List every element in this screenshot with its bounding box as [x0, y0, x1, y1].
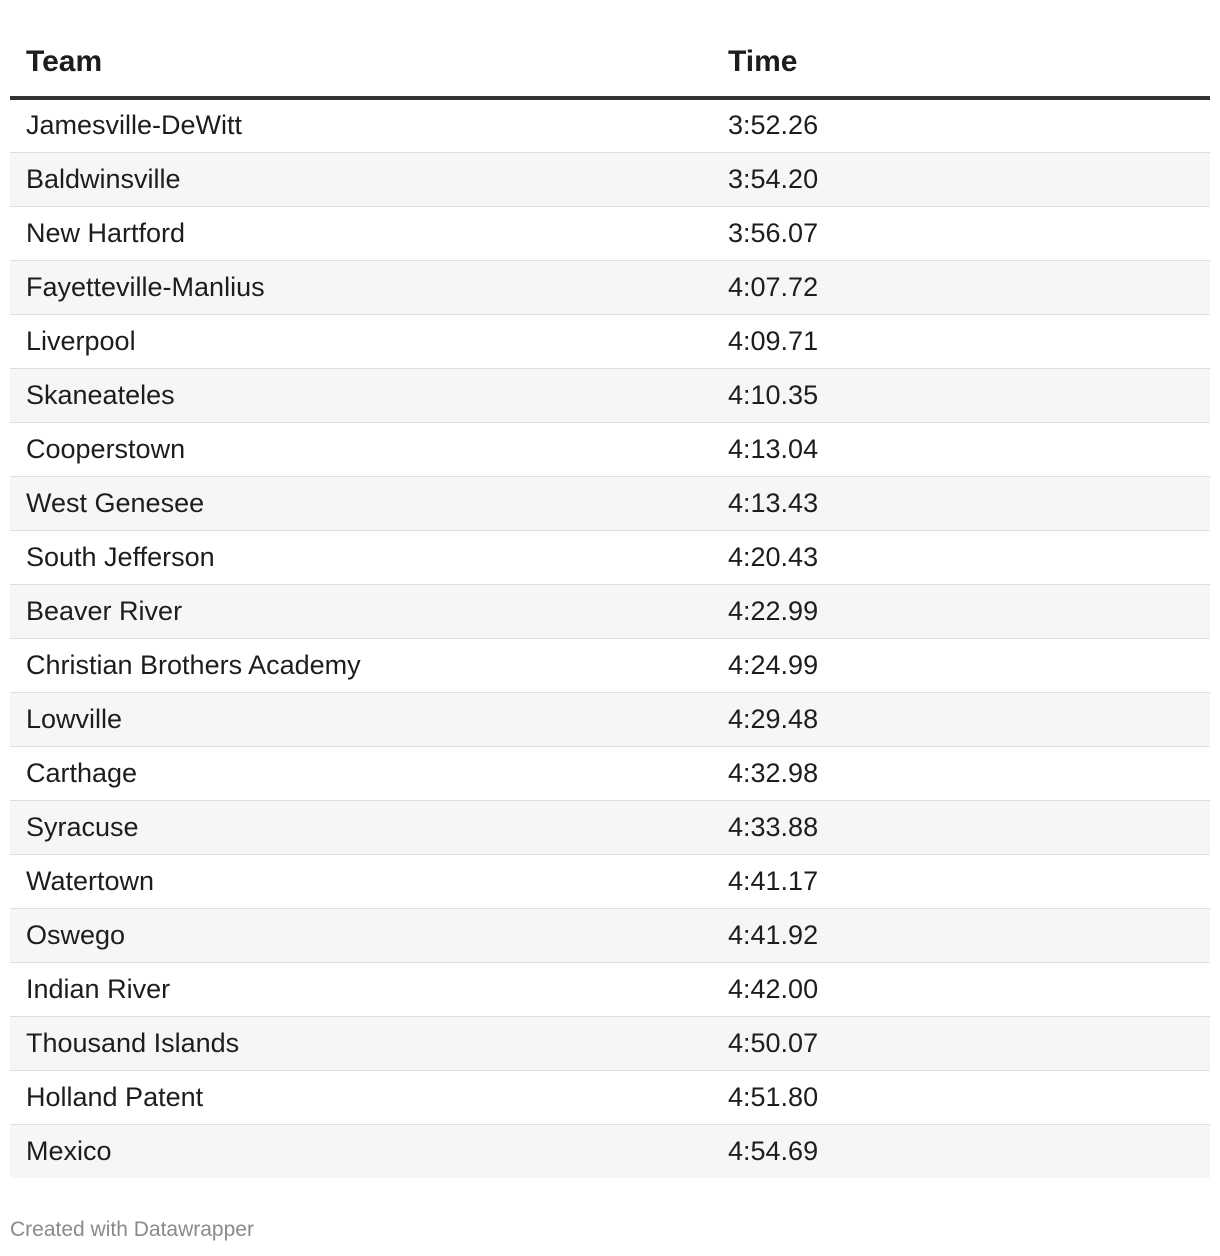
time-cell: 4:41.92 — [712, 908, 1210, 962]
table-row — [10, 314, 1210, 368]
table-row — [10, 638, 1210, 692]
table-row — [10, 854, 1210, 908]
team-cell: Jamesville-DeWitt — [10, 98, 712, 152]
team-cell: Beaver River — [10, 584, 712, 638]
time-cell: 4:13.43 — [712, 476, 1210, 530]
time-cell: 4:32.98 — [712, 746, 1210, 800]
table-row — [10, 260, 1210, 314]
table-row — [10, 206, 1210, 260]
team-cell: Thousand Islands — [10, 1016, 712, 1070]
team-cell: Liverpool — [10, 314, 712, 368]
table-row — [10, 152, 1210, 206]
time-cell: 4:54.69 — [712, 1124, 1210, 1178]
header-row — [10, 28, 1210, 98]
team-cell: Oswego — [10, 908, 712, 962]
time-cell: 4:41.17 — [712, 854, 1210, 908]
table-row — [10, 692, 1210, 746]
table-row — [10, 1016, 1210, 1070]
team-cell: Lowville — [10, 692, 712, 746]
team-cell: Syracuse — [10, 800, 712, 854]
table-row — [10, 584, 1210, 638]
table-row — [10, 368, 1210, 422]
team-cell: Indian River — [10, 962, 712, 1016]
time-cell: 3:52.26 — [712, 98, 1210, 152]
time-cell: 4:22.99 — [712, 584, 1210, 638]
team-cell: Carthage — [10, 746, 712, 800]
table-row — [10, 908, 1210, 962]
table-header — [10, 28, 1210, 98]
team-cell: Cooperstown — [10, 422, 712, 476]
table-row — [10, 530, 1210, 584]
table-row — [10, 1070, 1210, 1124]
time-cell: 4:33.88 — [712, 800, 1210, 854]
column-header-time[interactable]: Time — [712, 28, 1210, 98]
table-body — [10, 98, 1210, 1178]
time-cell: 4:13.04 — [712, 422, 1210, 476]
table-row — [10, 962, 1210, 1016]
team-cell: Fayetteville-Manlius — [10, 260, 712, 314]
time-cell: 4:50.07 — [712, 1016, 1210, 1070]
results-table — [10, 28, 1210, 1178]
table-row — [10, 98, 1210, 152]
team-cell: Christian Brothers Academy — [10, 638, 712, 692]
team-cell: Mexico — [10, 1124, 712, 1178]
results-table-container — [10, 28, 1210, 1178]
datawrapper-credit[interactable]: Created with Datawrapper — [10, 1218, 254, 1241]
time-cell: 4:07.72 — [712, 260, 1210, 314]
team-cell: New Hartford — [10, 206, 712, 260]
table-row — [10, 1124, 1210, 1178]
team-cell: Skaneateles — [10, 368, 712, 422]
time-cell: 4:09.71 — [712, 314, 1210, 368]
team-cell: West Genesee — [10, 476, 712, 530]
team-cell: South Jefferson — [10, 530, 712, 584]
time-cell: 4:29.48 — [712, 692, 1210, 746]
team-cell: Holland Patent — [10, 1070, 712, 1124]
table-row — [10, 476, 1210, 530]
team-cell: Watertown — [10, 854, 712, 908]
table-row — [10, 800, 1210, 854]
table-row — [10, 422, 1210, 476]
time-cell: 4:24.99 — [712, 638, 1210, 692]
team-cell: Baldwinsville — [10, 152, 712, 206]
time-cell: 4:51.80 — [712, 1070, 1210, 1124]
time-cell: 4:20.43 — [712, 530, 1210, 584]
time-cell: 4:42.00 — [712, 962, 1210, 1016]
time-cell: 4:10.35 — [712, 368, 1210, 422]
time-cell: 3:56.07 — [712, 206, 1210, 260]
table-row — [10, 746, 1210, 800]
column-header-team[interactable]: Team — [10, 28, 712, 98]
time-cell: 3:54.20 — [712, 152, 1210, 206]
